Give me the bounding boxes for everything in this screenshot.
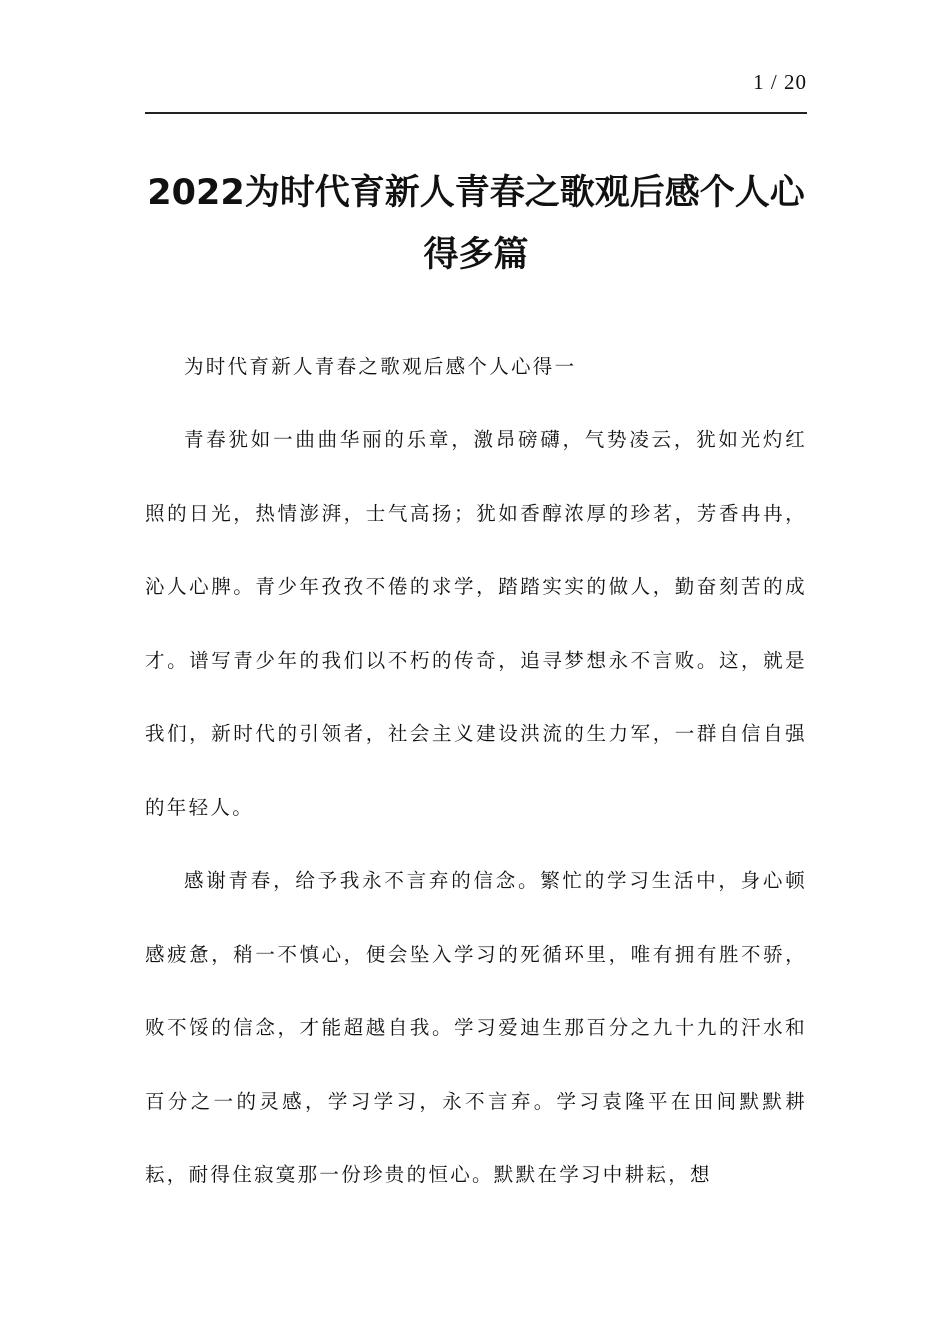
- section-heading: 为时代育新人青春之歌观后感个人心得一: [184, 355, 577, 378]
- page-number: 1 / 20: [753, 70, 807, 94]
- document-title: 2022为时代育新人青春之歌观后感个人心得多篇: [147, 173, 805, 275]
- document-body: [145, 343, 807, 1212]
- page-header: [145, 68, 807, 114]
- paragraph: 感谢青春，给予我永不言弃的信念。繁忙的学习生活中，身心顿感疲惫，稍一不慎心，便会坠入学习的死循环里，唯有拥有胜不骄，败不馁的信念，才能超越自我。学习爱迪生那百分之九十九的汗水和百分之一的灵感，学习学习，永不言弃。学习袁隆平在田间默默耕耘，耐得住寂寞那一份珍贵的恒心。默默在学习中耕耘，想: [145, 869, 807, 1186]
- paragraph: 青春犹如一曲曲华丽的乐章，激昂磅礴，气势凌云，犹如光灼红照的日光，热情澎湃，士气高扬；犹如香醇浓厚的珍茗，芳香冉冉，沁人心脾。青少年孜孜不倦的求学，踏踏实实的做人，勤奋刻苦的成才。谱写青少年的我们以不朽的传奇，追寻梦想永不言败。这，就是我们，新时代的引领者，社会主义建设洪流的生力军，一群自信自强的年轻人。: [145, 428, 807, 819]
